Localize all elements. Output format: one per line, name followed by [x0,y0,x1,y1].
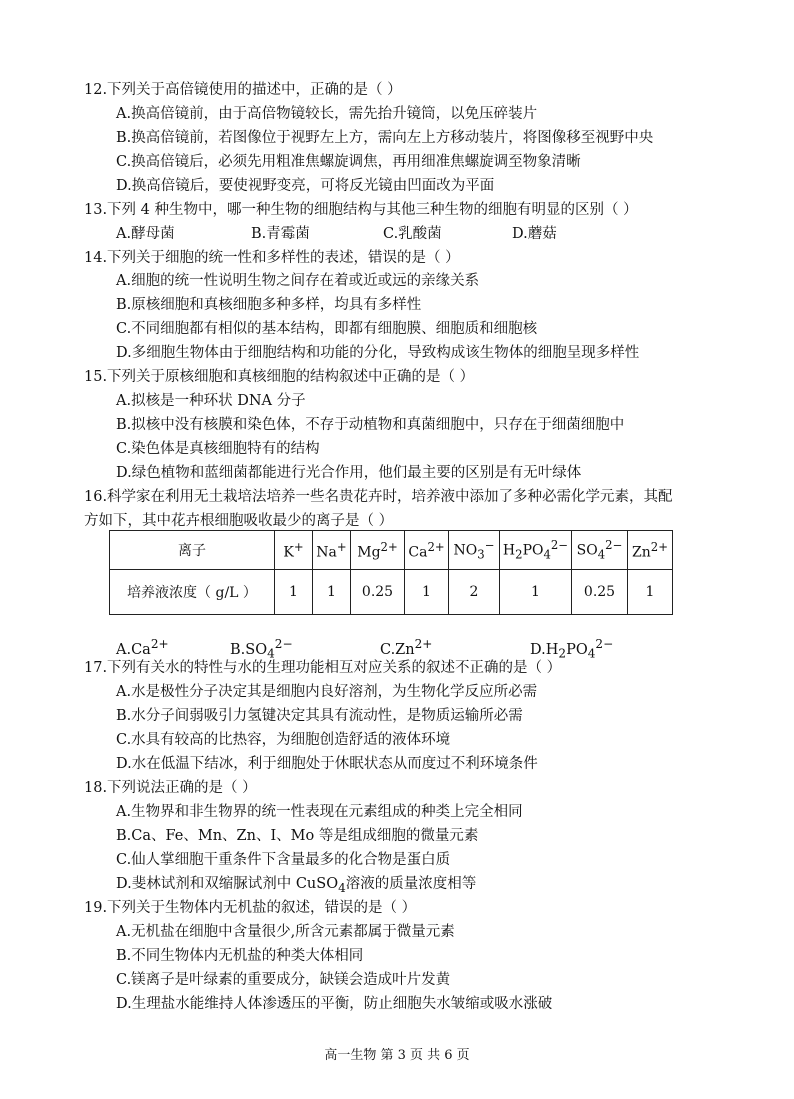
question-19-option-d: D.生理盐水能维持人体渗透压的平衡，防止细胞失水皱缩或吸水涨破 [116,996,553,1012]
ion-k: K+ [275,531,313,570]
question-13-option-d: D.蘑菇 [512,226,557,242]
question-17-option-a: A.水是极性分子决定其是细胞内良好溶剂，为生物化学反应所必需 [116,684,538,700]
question-15-option-d: D.绿色植物和蓝细菌都能进行光合作用，他们最主要的区别是有无叶绿体 [116,465,582,481]
table-cell: 1 [500,570,572,615]
question-12-option-c: C.换高倍镜后，必须先用粗准焦螺旋调焦，再用细准焦螺旋调至物象清晰 [116,154,581,170]
question-13-option-a: A.酵母菌 [116,226,175,242]
ion-so4: $SO_4^{2-}$ [572,531,628,570]
ion-ca: $Ca^{2+}$ [405,531,449,570]
question-13-option-c: C.乳酸菌 [383,226,442,242]
ion-zn: $Zn^{2+}$ [628,531,673,570]
question-13-options [116,224,656,244]
ion-mg: $Mg^{2+}$ [351,531,405,570]
question-18-option-b: B.Ca、Fe、Mn、Zn、I、Mo 等是组成细胞的微量元素 [116,828,479,844]
ion-h2po4: $H_2PO_4^{2-}$ [500,531,572,570]
question-19-option-a: A.无机盐在细胞中含量很少,所含元素都属于微量元素 [116,924,455,940]
table-value-row [110,570,673,615]
question-18-option-a: A.生物界和非生物界的统一性表现在元素组成的种类上完全相同 [116,804,523,820]
question-16-option-b: $B.SO_4^{2-}$ [230,637,293,661]
question-14-option-d: D.多细胞生物体由于细胞结构和功能的分化，导致构成该生物体的细胞呈现多样性 [116,345,640,361]
table-header-row [110,531,673,570]
question-12-option-b: B.换高倍镜前，若图像位于视野左上方，需向左上方移动装片，将图像移至视野中央 [116,130,654,146]
question-16-option-c: $C.Zn^{2+}$ [380,637,433,658]
question-16-option-a: $A.Ca^{2+}$ [116,637,169,658]
question-14-option-c: C.不同细胞都有相似的基本结构，即都有细胞膜、细胞质和细胞核 [116,321,538,337]
question-17-option-b: B.水分子间弱吸引力氢键决定其具有流动性，是物质运输所必需 [116,708,523,724]
table-cell: 1 [275,570,313,615]
table-row-label: 培养液浓度（ g/L ） [110,570,275,615]
page-footer: 高一生物 第 3 页 共 6 页 [324,1048,470,1063]
question-15-stem: 15.下列关于原核细胞和真核细胞的结构叙述中正确的是（ ） [84,369,475,385]
table-cell: 1 [405,570,449,615]
question-15-option-a: A.拟核是一种环状 DNA 分子 [116,393,306,409]
question-17-stem: 17.下列有关水的特性与水的生理功能相互对应关系的叙述不正确的是（ ） [84,660,562,676]
question-14-stem: 14.下列关于细胞的统一性和多样性的表述，错误的是（ ） [84,250,460,266]
table-cell: 2 [449,570,500,615]
table-cell: 0.25 [572,570,628,615]
ion-concentration-table [109,530,673,615]
question-16-stem-line-1: 16.科学家在利用无土栽培法培养一些名贵花卉时，培养液中添加了多种必需化学元素，其配 [84,489,673,505]
question-18-option-c: C.仙人掌细胞干重条件下含量最多的化合物是蛋白质 [116,852,451,868]
table-cell: 1 [313,570,351,615]
question-13-option-b: B.青霉菌 [251,226,310,242]
question-18-stem: 18.下列说法正确的是（ ） [84,780,257,796]
table-header-label: 离子 [110,531,275,570]
ion-no3: $NO_3^-$ [449,531,500,570]
table-cell: 0.25 [351,570,405,615]
question-15-option-b: B.拟核中没有核膜和染色体，不存于动植物和真菌细胞中，只存在于细菌细胞中 [116,417,625,433]
question-18-option-d: D.斐林试剂和双缩脲试剂中 CuSO$_4$溶液的质量浓度相等 [116,876,477,895]
question-12-option-a: A.换高倍镜前，由于高倍物镜较长，需先抬升镜筒，以免压碎装片 [116,106,538,122]
question-17-option-d: D.水在低温下结冰，利于细胞处于休眠状态从而度过不利环境条件 [116,756,538,772]
question-14-option-b: B.原核细胞和真核细胞多种多样，均具有多样性 [116,297,422,313]
question-16-stem-line-2: 方如下，其中花卉根细胞吸收最少的离子是（ ） [84,513,394,529]
question-19-stem: 19.下列关于生物体内无机盐的叙述，错误的是（ ） [84,900,417,916]
question-12-option-d: D.换高倍镜后，要使视野变亮，可将反光镜由凹面改为平面 [116,178,495,194]
question-19-option-b: B.不同生物体内无机盐的种类大体相同 [116,948,364,964]
question-13-stem: 13.下列 4 种生物中，哪一种生物的细胞结构与其他三种生物的细胞有明显的区别（ ） [84,202,638,218]
question-16-option-d: $D.H_2PO_4^{2-}$ [530,637,614,661]
question-12-stem: 12.下列关于高倍镜使用的描述中，正确的是（ ） [84,82,402,98]
question-17-option-c: C.水具有较高的比热容，为细胞创造舒适的液体环境 [116,732,451,748]
table-cell: 1 [628,570,673,615]
ion-na: Na+ [313,531,351,570]
question-14-option-a: A.细胞的统一性说明生物之间存在着或近或远的亲缘关系 [116,273,480,289]
question-15-option-c: C.染色体是真核细胞特有的结构 [116,441,320,457]
question-19-option-c: C.镁离子是叶绿素的重要成分，缺镁会造成叶片发黄 [116,972,451,988]
